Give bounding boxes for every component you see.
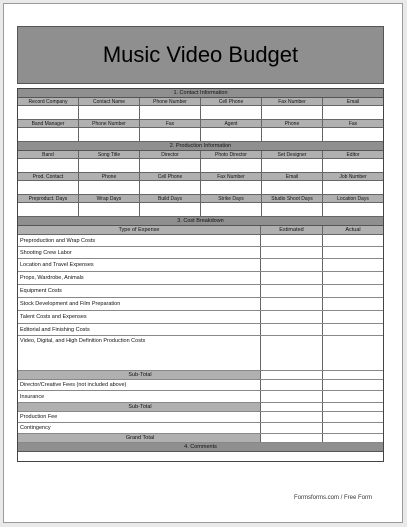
prod-phone-field[interactable] xyxy=(79,181,140,194)
grand-total-estimated-cell[interactable] xyxy=(261,434,323,442)
subtotal-estimated-cell[interactable] xyxy=(261,403,323,411)
production-label: Wrap Days xyxy=(79,195,140,202)
manager-fax-field[interactable] xyxy=(140,128,201,141)
estimated-cell[interactable] xyxy=(261,298,323,310)
contact-values-1 xyxy=(18,106,383,120)
production-label: Strike Days xyxy=(201,195,262,202)
estimated-cell[interactable] xyxy=(261,272,323,284)
subtotal-row xyxy=(18,403,383,412)
production-label: Phone xyxy=(79,173,140,180)
expense-label: Director/Creative Fees (not included above) xyxy=(18,380,261,390)
song-title-field[interactable] xyxy=(79,159,140,172)
actual-cell[interactable] xyxy=(323,272,383,284)
subtotal-label: Sub-Total xyxy=(18,371,261,379)
expense-label: Location and Travel Expenses xyxy=(18,259,261,271)
production-label: Set Designer xyxy=(262,151,323,158)
expense-row xyxy=(18,247,383,259)
actual-cell[interactable] xyxy=(323,259,383,271)
expense-row xyxy=(18,259,383,272)
grand-total-actual-cell[interactable] xyxy=(323,434,383,442)
preproduction-days-field[interactable] xyxy=(18,203,79,216)
wrap-days-field[interactable] xyxy=(79,203,140,216)
expense-row xyxy=(18,336,383,371)
phone-number-field[interactable] xyxy=(140,106,201,119)
production-label: Prod. Contact xyxy=(18,173,79,180)
contact-label: Record Company xyxy=(18,98,79,105)
estimated-cell[interactable] xyxy=(261,391,323,402)
production-section-header: 2. Production Information xyxy=(18,142,383,151)
production-label: Studio Shoot Days xyxy=(262,195,323,202)
editor-field[interactable] xyxy=(323,159,383,172)
type-of-expense-header: Type of Expense xyxy=(18,226,261,234)
expense-label: Equipment Costs xyxy=(18,285,261,297)
production-values-2 xyxy=(18,181,383,195)
cell-phone-field[interactable] xyxy=(201,106,262,119)
production-values-1 xyxy=(18,159,383,173)
actual-cell[interactable] xyxy=(323,247,383,258)
cost-section-header: 3. Cost Breakdown xyxy=(18,217,383,226)
estimated-cell[interactable] xyxy=(261,311,323,323)
cost-table-header xyxy=(18,226,383,235)
email-field[interactable] xyxy=(323,106,383,119)
estimated-cell[interactable] xyxy=(261,324,323,335)
prod-contact-field[interactable] xyxy=(18,181,79,194)
agent-phone-field[interactable] xyxy=(262,128,323,141)
actual-cell[interactable] xyxy=(323,412,383,422)
director-field[interactable] xyxy=(140,159,201,172)
manager-phone-field[interactable] xyxy=(79,128,140,141)
contact-label: Phone Number xyxy=(140,98,201,105)
production-label: Photo Director xyxy=(201,151,262,158)
contact-name-field[interactable] xyxy=(79,106,140,119)
production-label: Cell Phone xyxy=(140,173,201,180)
production-label: Editor xyxy=(346,152,360,158)
expense-row xyxy=(18,391,383,403)
prod-cell-phone-field[interactable] xyxy=(140,181,201,194)
expense-label: Stock Development and Film Preparation xyxy=(18,298,261,310)
expense-label: Insurance xyxy=(18,391,261,402)
expense-label: Talent Costs and Expenses xyxy=(18,311,261,323)
studio-shoot-days-field[interactable] xyxy=(262,203,323,216)
production-labels-2 xyxy=(18,173,383,181)
band-manager-field[interactable] xyxy=(18,128,79,141)
contact-label: Cell Phone xyxy=(201,98,262,105)
page-title: Music Video Budget xyxy=(17,26,384,84)
estimated-cell[interactable] xyxy=(261,412,323,422)
actual-cell[interactable] xyxy=(323,336,383,370)
build-days-field[interactable] xyxy=(140,203,201,216)
expense-row xyxy=(18,380,383,391)
agent-fax-field[interactable] xyxy=(323,128,383,141)
record-company-field[interactable] xyxy=(18,106,79,119)
estimated-cell[interactable] xyxy=(261,235,323,246)
contact-labels-1 xyxy=(18,98,383,106)
actual-cell[interactable] xyxy=(323,285,383,297)
grand-total-label: Grand Total xyxy=(18,434,261,442)
production-labels-1 xyxy=(18,151,383,159)
comments-field[interactable] xyxy=(18,452,383,461)
actual-cell[interactable] xyxy=(323,298,383,310)
grand-total-row xyxy=(18,434,383,443)
subtotal-estimated-cell[interactable] xyxy=(261,371,323,379)
expense-row xyxy=(18,412,383,423)
contact-values-2 xyxy=(18,128,383,142)
production-label: Fax Number xyxy=(201,173,262,180)
estimated-cell[interactable] xyxy=(261,259,323,271)
production-label: Director xyxy=(140,151,201,158)
estimated-cell[interactable] xyxy=(261,336,323,370)
expense-label: Video, Digital, and High Definition Production Costs xyxy=(18,336,261,370)
expense-row xyxy=(18,298,383,311)
contact-label: Phone xyxy=(262,120,323,127)
job-number-field[interactable] xyxy=(323,181,383,194)
production-label: Band xyxy=(18,151,79,158)
strike-days-field[interactable] xyxy=(201,203,262,216)
expense-row xyxy=(18,423,383,434)
contact-label: Phone Number xyxy=(79,120,140,127)
expense-label: Props, Wardrobe, Animals xyxy=(18,272,261,284)
agent-field[interactable] xyxy=(201,128,262,141)
budget-form xyxy=(17,88,384,462)
production-labels-3 xyxy=(18,195,383,203)
expense-label: Shooting Crew Labor xyxy=(18,247,261,258)
contact-label: Email xyxy=(346,99,360,105)
subtotal-actual-cell[interactable] xyxy=(323,403,383,411)
contact-label: Fax xyxy=(140,120,201,127)
production-label: Location Days xyxy=(337,196,369,202)
contact-section-header: 1. Contact Information xyxy=(18,89,383,98)
actual-cell[interactable] xyxy=(323,235,383,246)
set-designer-field[interactable] xyxy=(262,159,323,172)
prod-fax-field[interactable] xyxy=(201,181,262,194)
production-label: Job Number xyxy=(339,174,367,180)
actual-cell[interactable] xyxy=(323,324,383,335)
actual-cell[interactable] xyxy=(323,423,383,433)
expense-label: Editorial and Finishing Costs xyxy=(18,324,261,335)
expense-row xyxy=(18,311,383,324)
band-field[interactable] xyxy=(18,159,79,172)
production-label: Preproduct. Days xyxy=(18,195,79,202)
production-label: Song Title xyxy=(79,151,140,158)
contact-label: Fax Number xyxy=(262,98,323,105)
contact-labels-2 xyxy=(18,120,383,128)
expense-row xyxy=(18,285,383,298)
contact-label: Contact Name xyxy=(79,98,140,105)
expense-label: Contingency xyxy=(18,423,261,433)
actual-header: Actual xyxy=(345,227,361,233)
actual-cell[interactable] xyxy=(323,311,383,323)
comments-section-header: 4. Comments xyxy=(18,443,383,452)
subtotal-row xyxy=(18,371,383,380)
footer-text: Formsforms.com / Free Form xyxy=(294,495,373,501)
expense-label: Preproduction and Wrap Costs xyxy=(18,235,261,246)
expense-row xyxy=(18,324,383,336)
contact-label: Agent xyxy=(201,120,262,127)
prod-email-field[interactable] xyxy=(262,181,323,194)
expense-row xyxy=(18,235,383,247)
subtotal-label: Sub-Total xyxy=(18,403,261,411)
estimated-header: Estimated xyxy=(261,226,323,234)
contact-label: Fax xyxy=(348,121,358,127)
production-label: Email xyxy=(262,173,323,180)
form-page xyxy=(3,3,403,523)
actual-cell[interactable] xyxy=(323,380,383,390)
production-values-3 xyxy=(18,203,383,217)
estimated-cell[interactable] xyxy=(261,247,323,258)
photo-director-field[interactable] xyxy=(201,159,262,172)
production-label: Build Days xyxy=(140,195,201,202)
estimated-cell[interactable] xyxy=(261,285,323,297)
actual-cell[interactable] xyxy=(323,391,383,402)
expense-row xyxy=(18,272,383,285)
estimated-cell[interactable] xyxy=(261,423,323,433)
location-days-field[interactable] xyxy=(323,203,383,216)
expense-label: Production Fee xyxy=(18,412,261,422)
subtotal-actual-cell[interactable] xyxy=(323,371,383,379)
contact-label: Band Manager xyxy=(18,120,79,127)
fax-number-field[interactable] xyxy=(262,106,323,119)
estimated-cell[interactable] xyxy=(261,380,323,390)
